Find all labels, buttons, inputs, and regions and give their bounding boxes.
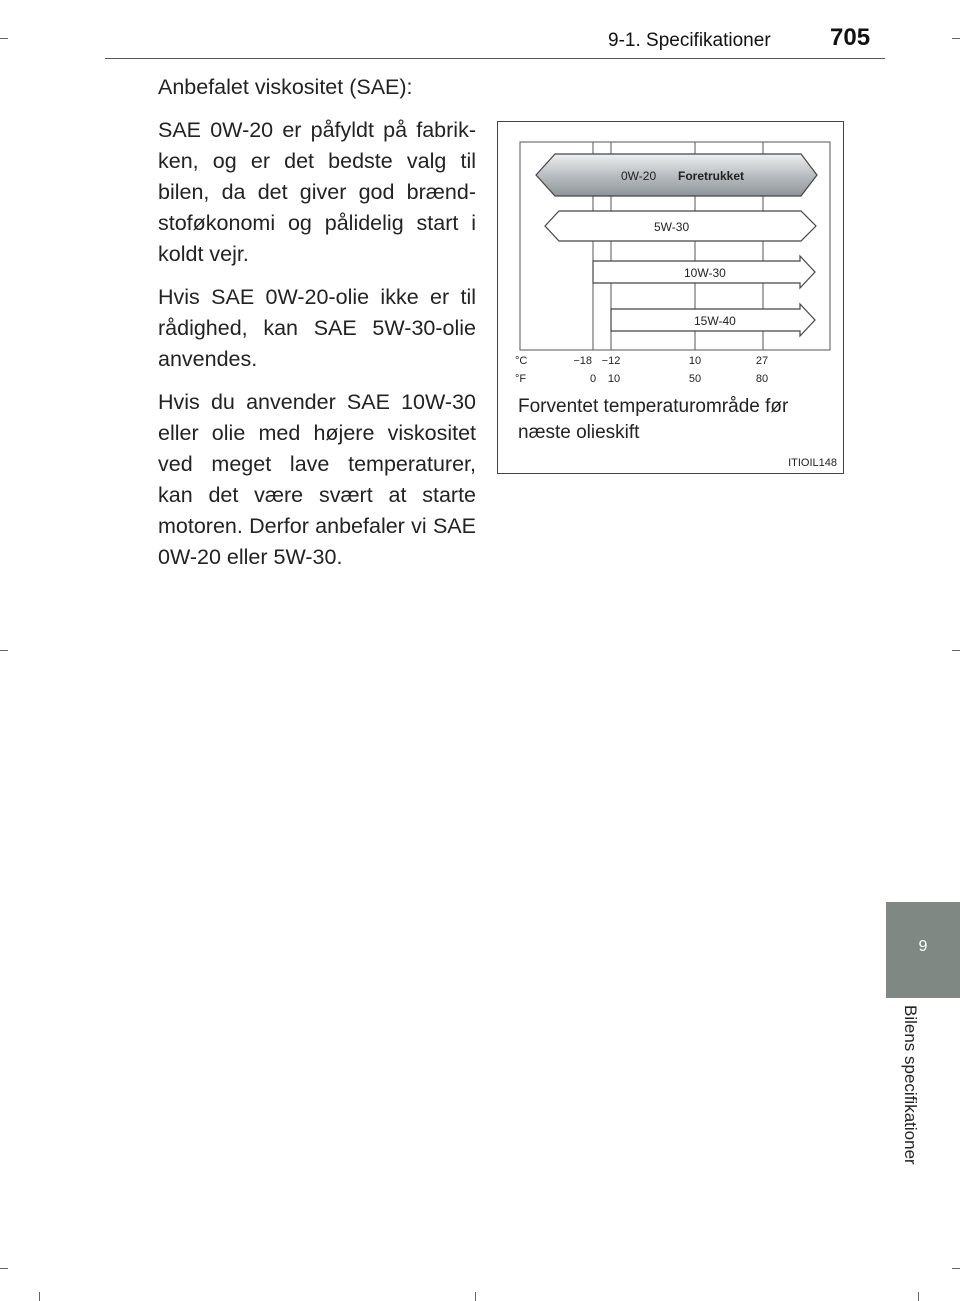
paragraph: Hvis du anvender SAE 10W-30 eller olie med højere viskositet ved meget lave temperaturer, kan det være svært at starte motoren. Derfor anbefaler vi SAE 0W-20 eller 5W-30. <box>158 390 476 569</box>
paragraph: Hvis SAE 0W-20-olie ikke er til rådighed, kan SAE 5W-30-olie anvendes. <box>158 285 476 371</box>
chapter-title: Bilens specifikationer <box>901 1005 920 1165</box>
tick-label-celsius: 10 <box>688 355 702 367</box>
tick-label-celsius: −18 <box>573 355 592 367</box>
crop-mark <box>918 1292 919 1301</box>
paragraph: SAE 0W-20 er påfyldt på fabrikken, og er det bedste valg til bilen, da det giver god brændstoføkonomi og pålidelig start i koldt vejr. <box>158 118 476 266</box>
intro-line: Anbefalet viskositet (SAE): <box>158 75 413 99</box>
page-number: 705 <box>830 24 871 51</box>
crop-mark <box>0 1268 8 1269</box>
tick-label-fahrenheit: 50 <box>688 373 702 385</box>
bar-label-10w30: 10W-30 <box>684 266 726 280</box>
crop-mark <box>952 38 960 39</box>
bar-tag-preferred: Foretrukket <box>678 169 745 183</box>
tick-label-celsius: −12 <box>601 355 621 367</box>
chapter-number: 9 <box>918 938 928 955</box>
tick-label-fahrenheit: 80 <box>755 373 769 385</box>
crop-mark <box>0 38 8 39</box>
crop-mark <box>39 1292 40 1301</box>
bar-label-15w40: 15W-40 <box>694 314 736 328</box>
crop-mark <box>952 650 960 651</box>
axis-unit-fahrenheit: °F <box>515 373 527 385</box>
tick-label-celsius: 27 <box>755 355 769 367</box>
header-section-title: 9-1. Specifikationer <box>608 30 771 51</box>
viscosity-figure <box>497 121 844 474</box>
body-text <box>158 72 476 585</box>
figure-caption: Forventet temperaturområde før næste olieskift <box>518 396 789 443</box>
tick-label-fahrenheit: 10 <box>607 373 621 385</box>
header-divider <box>105 58 885 59</box>
bar-0w20 <box>536 154 817 196</box>
figure-code: ITIOIL148 <box>788 457 837 469</box>
bar-label-5w30: 5W-30 <box>654 220 690 234</box>
tick-label-fahrenheit: 0 <box>589 373 597 385</box>
axis-unit-celsius: °C <box>515 355 528 367</box>
crop-mark <box>475 1292 476 1301</box>
crop-mark <box>952 1268 960 1269</box>
bar-label-0w20: 0W-20 <box>621 169 657 183</box>
crop-mark <box>0 650 8 651</box>
chapter-tab <box>886 902 960 998</box>
